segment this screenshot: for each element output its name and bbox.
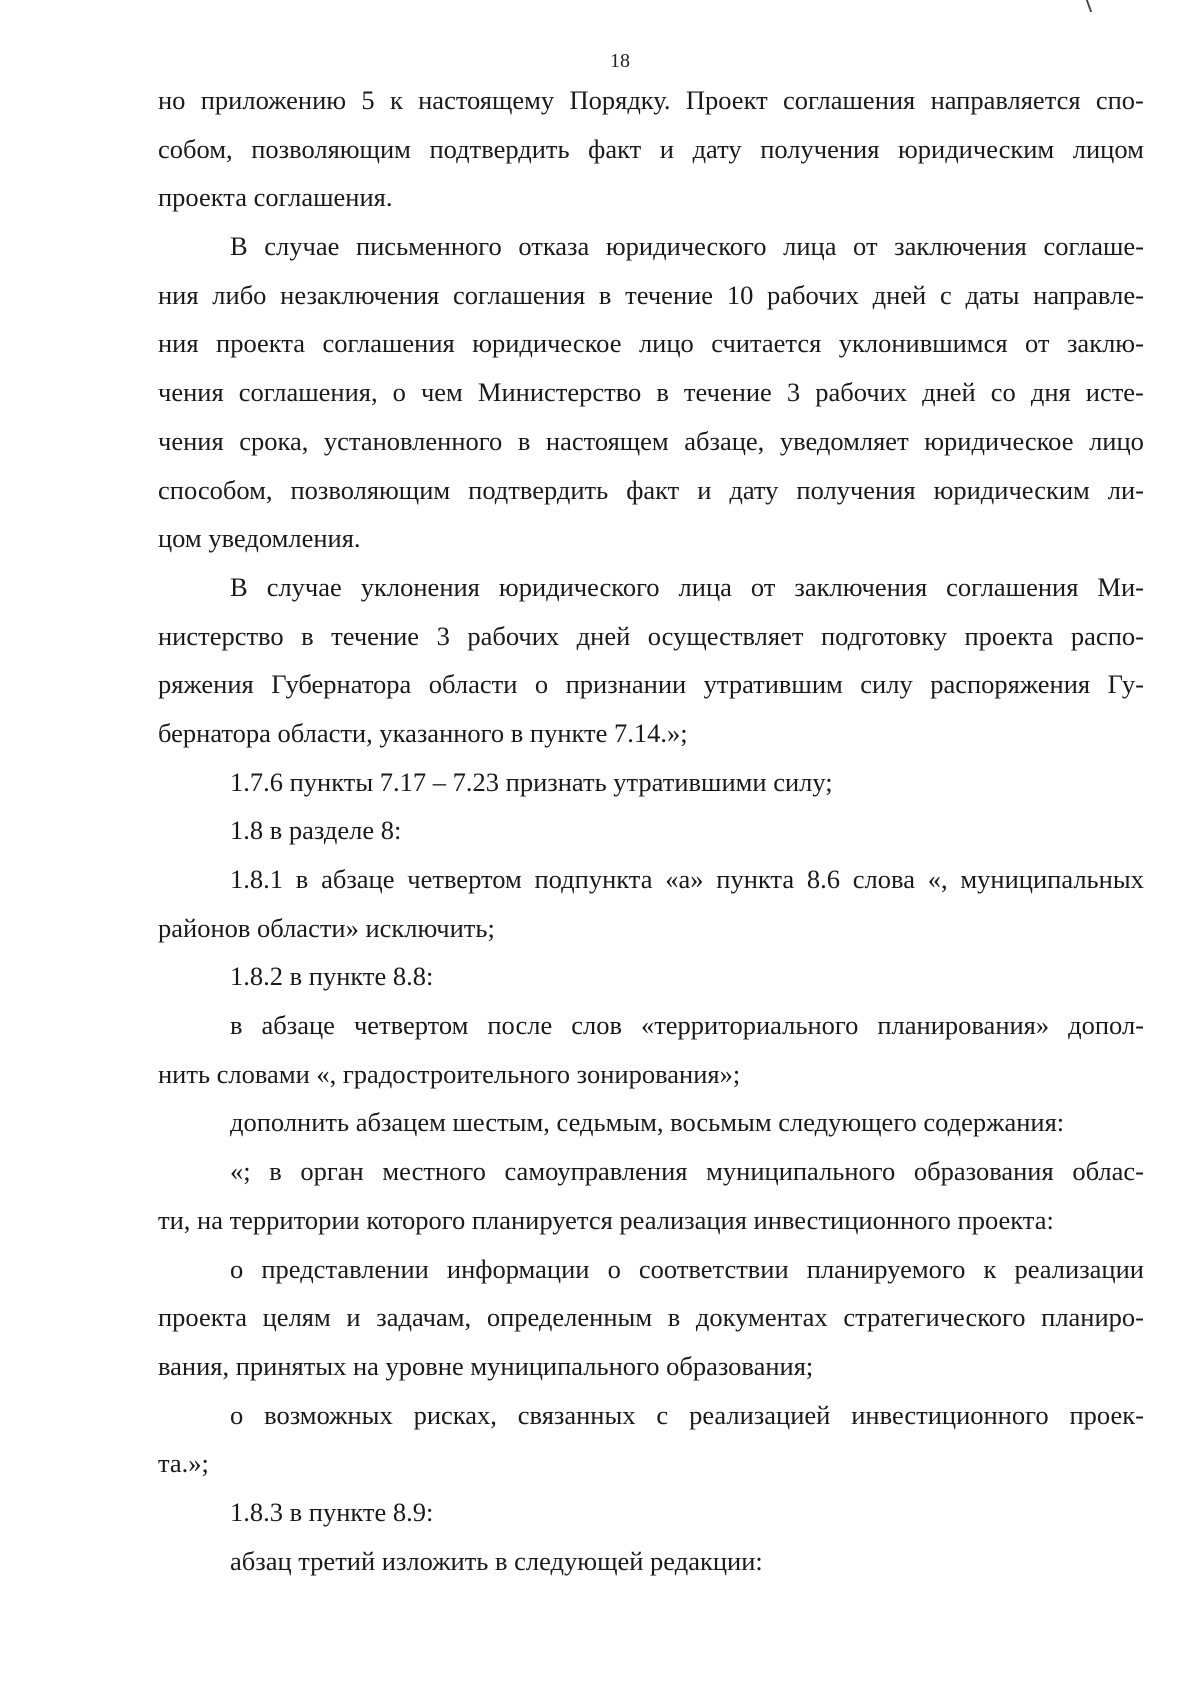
word: уведомляет [779, 425, 909, 456]
word: с [939, 279, 952, 310]
text-line [158, 466, 1144, 515]
word: В [230, 231, 248, 262]
word: «территориального [640, 1010, 859, 1041]
word: лицо [1089, 425, 1144, 456]
word: нистерство [158, 620, 284, 651]
word: дату [692, 133, 742, 164]
word: факт [588, 133, 642, 164]
text-line [158, 612, 1144, 661]
word: считается [711, 328, 822, 359]
word: представлении [261, 1253, 429, 1284]
word: о [230, 1399, 244, 1430]
word: подготовку [820, 620, 947, 651]
word: либо [212, 279, 267, 310]
word: в [301, 620, 314, 651]
word: уклонившимся [838, 328, 1008, 359]
text-line: проекта соглашения. [158, 182, 393, 213]
word: информации [446, 1253, 590, 1284]
text-line [158, 1391, 1144, 1440]
text-line [158, 1001, 1144, 1050]
word: Ми- [1097, 571, 1144, 602]
word: абзаце [261, 1010, 335, 1041]
word: муниципальных [960, 864, 1144, 894]
word: течение [625, 279, 714, 310]
word: юридическим [933, 474, 1090, 505]
word: в [517, 425, 531, 456]
word: ряжения [158, 669, 254, 700]
text-line: районов области» исключить; [158, 912, 495, 943]
text-line [158, 1147, 1144, 1196]
word: планиро- [1041, 1302, 1144, 1333]
word: реализацией [689, 1399, 831, 1430]
word: отказа [518, 231, 590, 262]
word: дней [922, 377, 976, 408]
text-line [158, 417, 1144, 466]
word: стратегического [843, 1302, 1026, 1333]
word: «а» [665, 864, 704, 894]
text-line: 1.8.3 в пункте 8.9: [230, 1496, 434, 1527]
word: письменного [355, 231, 502, 262]
word: четвертом [353, 1010, 469, 1041]
word: юридического [498, 571, 660, 602]
text-line [158, 271, 1144, 320]
word: в [667, 1302, 681, 1333]
text-line: 1.8 в разделе 8: [230, 815, 402, 846]
word: позволяющим [290, 474, 451, 505]
word: о [392, 377, 406, 408]
word: рабочих [767, 279, 859, 310]
word: от [853, 231, 878, 262]
word: после [487, 1010, 553, 1041]
word: проекта [964, 620, 1054, 651]
word: соглашения [452, 279, 586, 310]
text-line [158, 1245, 1144, 1294]
word: образования [913, 1156, 1054, 1187]
word: в [269, 1156, 282, 1187]
word: направляется [930, 85, 1081, 115]
word: ния [158, 328, 199, 359]
word: осуществляет [647, 620, 804, 651]
word: юридическим [897, 133, 1055, 164]
word: проекта [158, 1302, 247, 1333]
text-line [158, 563, 1144, 612]
word: рабочих [815, 377, 908, 408]
word: юридическое [472, 328, 622, 359]
word: от [1025, 328, 1050, 359]
word: в [656, 377, 669, 408]
word: подтвердить [429, 133, 570, 164]
word: соглаше- [1043, 231, 1144, 262]
word: самоуправления [504, 1156, 688, 1187]
word: проек- [1069, 1399, 1144, 1430]
word: орган [300, 1156, 364, 1187]
word: слов [571, 1010, 622, 1041]
word: заключения [794, 571, 928, 602]
word: но [158, 85, 186, 115]
word: подтвердить [468, 474, 609, 505]
word: 8.6 [806, 864, 841, 894]
word: определенным [486, 1302, 653, 1333]
word: лица [783, 231, 837, 262]
text-line: 1.8.2 в пункте 8.8: [230, 961, 434, 992]
word: и [697, 474, 712, 505]
word: настоящем [545, 425, 669, 456]
word: приложению [200, 85, 347, 115]
word: Порядку. [569, 85, 671, 115]
word: со [990, 377, 1016, 408]
text-line: абзац третий изложить в следующей редакции: [230, 1545, 763, 1576]
word: установленного [323, 425, 503, 456]
word: течение [331, 620, 420, 651]
word: дату [729, 474, 779, 505]
word: возможных [264, 1399, 393, 1430]
page-number: 18 [610, 50, 630, 72]
word: рабочих [467, 620, 560, 651]
word: и [346, 1302, 361, 1333]
word: пункта [716, 864, 795, 894]
text-line [158, 76, 1144, 125]
word: распо- [1070, 620, 1144, 651]
word: 1.8.1 [230, 864, 283, 894]
word: признании [565, 669, 687, 700]
word: течение [683, 377, 772, 408]
word: к [389, 85, 403, 115]
word: настоящему [418, 85, 555, 115]
word: получения [760, 133, 880, 164]
word: чения [158, 425, 224, 456]
word: Проект [685, 85, 768, 115]
word: распоряжения [930, 669, 1091, 700]
word: рисках, [413, 1399, 497, 1430]
word: чем [420, 377, 463, 408]
text-line: вания, принятых на уровне муниципального образования; [158, 1350, 814, 1381]
word: дней [576, 620, 631, 651]
word: соглашения [783, 85, 916, 115]
word: В [230, 571, 248, 602]
word: муниципального [706, 1156, 896, 1187]
word: допол- [1068, 1010, 1144, 1041]
word: юридическое [924, 425, 1074, 456]
text-line [158, 222, 1144, 271]
word: способом, [158, 474, 273, 505]
word: утратившим [703, 669, 843, 700]
word: соглашения [322, 328, 455, 359]
word: 3 [786, 377, 801, 408]
word: задачам, [376, 1302, 472, 1333]
word: области [428, 669, 518, 700]
word: дней [872, 279, 927, 310]
word: ли- [1107, 474, 1144, 505]
word: подпункта [534, 864, 653, 894]
word: связанных [517, 1399, 636, 1430]
corner-mark [1082, 0, 1092, 12]
text-line [158, 319, 1144, 368]
word: направле- [1033, 279, 1144, 310]
word: и [659, 133, 674, 164]
word: в [230, 1010, 243, 1041]
word: к [983, 1253, 997, 1284]
word: о [534, 669, 549, 700]
word: лицом [1072, 133, 1144, 164]
word: планируемого [806, 1253, 966, 1284]
word: в [295, 864, 309, 894]
word: в [598, 279, 612, 310]
word: от [750, 571, 776, 602]
word: чения [158, 377, 224, 408]
word: 5 [361, 85, 375, 115]
word: ния [158, 279, 199, 310]
text-line [158, 1293, 1144, 1342]
text-line: 1.7.6 пункты 7.17 – 7.23 признать утратившими силу; [230, 766, 833, 797]
word: с [656, 1399, 669, 1430]
word: срока, [239, 425, 309, 456]
word: проекта [216, 328, 305, 359]
word: соответствии [638, 1253, 789, 1284]
word: 10 [726, 279, 754, 310]
word: лица [678, 571, 732, 602]
word: слова [852, 864, 915, 894]
word: реализации [1014, 1253, 1144, 1284]
text-line [158, 660, 1144, 709]
word: «, [927, 864, 948, 894]
text-line: цом уведомления. [158, 523, 361, 554]
text-line: нить словами «, градостроительного зонирования»; [158, 1058, 741, 1089]
word: соглашения, [238, 377, 378, 408]
text-line [158, 368, 1144, 417]
word: даты [965, 279, 1020, 310]
word: 3 [436, 620, 450, 651]
word: четвертом [407, 864, 522, 894]
word: факт [626, 474, 680, 505]
text-line: бернатора области, указанного в пункте 7.14.»; [158, 717, 688, 748]
word: силу [860, 669, 913, 700]
word: абзаце, [684, 425, 765, 456]
word: местного [382, 1156, 486, 1187]
word: Губернатора [271, 669, 412, 700]
word: Гу- [1107, 669, 1144, 700]
word: дня [1030, 377, 1071, 408]
word: облас- [1072, 1156, 1144, 1187]
word: случае [266, 571, 342, 602]
word: случае [264, 231, 340, 262]
word: позволяющим [251, 133, 411, 164]
word: Министерство [477, 377, 642, 408]
word: соглашения [946, 571, 1079, 602]
word: юридического [605, 231, 767, 262]
word: незаключения [280, 279, 440, 310]
word: заклю- [1066, 328, 1144, 359]
word: абзаце [321, 864, 395, 894]
word: уклонения [360, 571, 480, 602]
word: целям [262, 1302, 331, 1333]
text-line [158, 855, 1144, 904]
word: спо- [1095, 85, 1144, 115]
word: о [230, 1253, 244, 1284]
text-line: дополнить абзацем шестым, седьмым, восьмым следующего содержания: [230, 1107, 1065, 1138]
word: о [607, 1253, 621, 1284]
word: лицо [638, 328, 694, 359]
word: инвестиционного [851, 1399, 1049, 1430]
text-line [158, 125, 1144, 174]
word: заключения [894, 231, 1027, 262]
word: получения [796, 474, 916, 505]
document-body [158, 76, 1144, 1585]
word: собом, [158, 133, 233, 164]
word: планирования» [877, 1010, 1050, 1041]
text-line: ти, на территории которого планируется реализация инвестиционного проекта: [158, 1204, 1054, 1235]
word: исте- [1085, 377, 1144, 408]
word: «; [230, 1156, 251, 1187]
word: документах [695, 1302, 828, 1333]
text-line: та.»; [158, 1448, 209, 1479]
